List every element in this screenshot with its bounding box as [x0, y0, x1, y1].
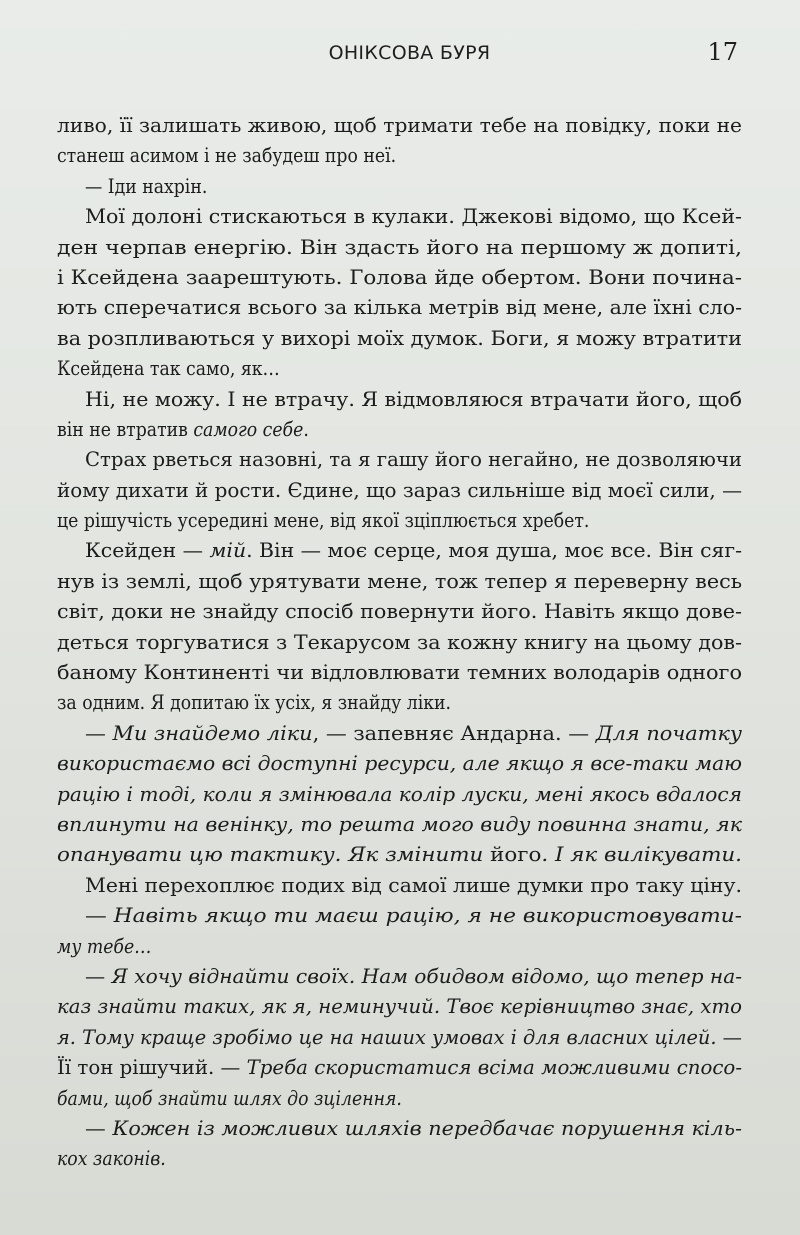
text-line-content [57, 1023, 742, 1053]
text-line [57, 202, 742, 232]
text-line-content [57, 263, 742, 293]
text-line [57, 354, 742, 384]
roman-text: його [490, 843, 542, 867]
roman-text: — [85, 1116, 113, 1140]
roman-text: Мої долоні стискаються в кулаки. Джекові відомо, що Ксей- [85, 205, 743, 229]
roman-text: . Він — моє серце, моя душа, моє все. Він сяг- [246, 539, 742, 563]
text-line [57, 111, 742, 141]
roman-text: Ксейден — [85, 539, 210, 563]
text-line [57, 476, 742, 506]
italic-text: Треба скористатися всіма можливими спосо- [246, 1056, 742, 1080]
roman-text: Ні, не можу. І не втрачу. Я відмовляюся втрачати його, щоб [85, 387, 742, 411]
roman-text: . [303, 417, 309, 441]
roman-text: йому дихати й рости. Єдине, що зараз сильніше від моєї сили, — [57, 478, 742, 502]
text-line [57, 415, 742, 445]
text-line [57, 840, 742, 870]
text-line [57, 172, 742, 202]
text-line-content [85, 202, 742, 232]
italic-text: я. Тому краще зробімо це на наших умовах і для власних цілей. [57, 1025, 717, 1049]
text-line-content [57, 1144, 166, 1174]
roman-text: Її тон рішучий. — [57, 1056, 247, 1080]
text-line-content [57, 567, 742, 597]
roman-text: — [85, 904, 114, 928]
text-line [57, 597, 742, 627]
text-line-content [57, 293, 742, 323]
text-line-content [85, 172, 207, 202]
italic-text: Навіть якщо ти маєш рацію, я не використовувати- [113, 904, 742, 928]
italic-text: Кожен із можливих шляхів передбачає порушення кіль- [112, 1116, 742, 1140]
text-line-content [85, 901, 742, 931]
text-line [57, 901, 742, 931]
roman-text: він не втратив [57, 417, 194, 441]
italic-text: опанувати цю тактику. Як змінити [57, 843, 491, 867]
text-line [57, 871, 742, 901]
page-number: 17 [707, 38, 738, 66]
text-line-content [57, 992, 742, 1022]
text-line-content [85, 536, 742, 566]
text-line [57, 324, 742, 354]
text-line-content [57, 415, 309, 445]
roman-text: за одним. Я допитаю їх усіх, я знайду ліки. [57, 691, 452, 715]
text-line-content [57, 597, 742, 627]
text-line [57, 1053, 742, 1083]
italic-text: . І як вилікувати. [541, 843, 742, 867]
text-line-content [85, 962, 742, 992]
italic-text: кох законів. [57, 1147, 166, 1171]
running-head [57, 38, 740, 72]
italic-text: самого себе [193, 417, 304, 441]
text-line [57, 992, 742, 1022]
text-line [57, 233, 742, 263]
roman-text: — [85, 721, 113, 745]
roman-text: світ, доки не знайду спосіб повернути його. Навіть якщо дове- [57, 600, 742, 624]
roman-text: — [716, 1025, 742, 1049]
roman-text: деться торгуватися з Текарусом за кожну книгу на цьому дов- [57, 630, 742, 654]
roman-text: і Ксейдена заарештують. Голова йде обертом. Вони почина- [57, 265, 742, 289]
roman-text: станеш асимом і не забудеш про неї. [57, 144, 397, 168]
text-line [57, 719, 742, 749]
text-line [57, 141, 742, 171]
roman-text: Ксейдена так само, як… [57, 357, 280, 381]
roman-text: це рішучість усередині мене, від якої зціплюється хребет. [57, 509, 590, 533]
italic-text: Для початку [595, 721, 743, 745]
text-line-content [57, 628, 742, 658]
text-line-content [85, 1114, 742, 1144]
text-line-content [85, 719, 742, 749]
text-line [57, 293, 742, 323]
text-line-content [57, 141, 396, 171]
roman-text: — [85, 964, 112, 988]
text-line [57, 810, 742, 840]
text-line-content [57, 111, 742, 141]
text-line-content [57, 233, 742, 263]
roman-text: нув із землі, щоб урятувати мене, тож тепер я переверну весь [57, 569, 742, 593]
text-line [57, 445, 742, 475]
text-line [57, 1023, 742, 1053]
text-line-content [57, 1053, 742, 1083]
italic-text: рацію і тоді, коли я змінювала колір луски, мені якось вдалося [57, 782, 742, 806]
text-line-content [57, 780, 742, 810]
roman-text: , — запевняє Андарна. — [312, 721, 596, 745]
italic-text: каз знайти таких, як я, неминучий. Твоє керівництво знає, хто [57, 995, 742, 1019]
text-line [57, 385, 742, 415]
text-line [57, 506, 742, 536]
text-line-content [57, 932, 151, 962]
running-title: ОНІКСОВА БУРЯ [328, 42, 491, 64]
roman-text: — Іди нахрін. [85, 174, 208, 198]
text-line-content [57, 688, 451, 718]
italic-text: вплинути на венінку, то решта мого виду повинна знати, як [57, 812, 742, 836]
text-line [57, 1114, 742, 1144]
body-text [57, 111, 742, 1175]
italic-text: бами, щоб знайти шлях до зцілення. [57, 1086, 402, 1110]
roman-text: Мені перехоплює подих від самої лише думки про таку ціну. [85, 873, 742, 897]
roman-text: Страх рветься назовні, та я гашу його негайно, не дозволяючи [85, 448, 742, 472]
text-line-content [57, 749, 742, 779]
roman-text: ливо, її залишать живою, щоб тримати тебе на повідку, поки не [57, 114, 742, 137]
text-line [57, 536, 742, 566]
text-line [57, 932, 742, 962]
text-line [57, 628, 742, 658]
text-line [57, 1084, 742, 1114]
text-line [57, 658, 742, 688]
italic-text: Ми знайдемо ліки [112, 721, 313, 745]
text-line-content [57, 840, 742, 870]
text-line [57, 263, 742, 293]
text-line-content [57, 506, 589, 536]
text-line-content [57, 354, 280, 384]
text-line-content [85, 445, 742, 475]
text-line [57, 962, 742, 992]
italic-text: Я хочу віднайти своїх. Нам обидвом відомо, що тепер на- [111, 964, 742, 988]
text-line-content [57, 658, 742, 688]
text-line [57, 567, 742, 597]
text-line [57, 688, 742, 718]
text-line-content [57, 1084, 402, 1114]
text-line [57, 780, 742, 810]
text-line-content [57, 324, 742, 354]
italic-text: використаємо всі доступні ресурси, але якщо я все-таки маю [57, 752, 742, 776]
roman-text: баному Континенті чи відловлювати темних володарів одного [57, 661, 742, 685]
text-line-content [85, 871, 742, 901]
text-line-content [57, 810, 742, 840]
italic-text: му тебе… [57, 934, 152, 958]
roman-text: ють сперечатися всього за кілька метрів від мене, але їхні сло- [57, 296, 742, 320]
text-line-content [57, 476, 742, 506]
text-line-content [85, 385, 742, 415]
text-line [57, 1144, 742, 1174]
roman-text: ва розпливаються у вихорі моїх думок. Боги, я можу втратити [57, 326, 742, 350]
roman-text: ден черпав енергію. Він здасть його на першому ж допиті, [57, 235, 743, 259]
italic-text: мій [209, 539, 247, 563]
text-line [57, 749, 742, 779]
